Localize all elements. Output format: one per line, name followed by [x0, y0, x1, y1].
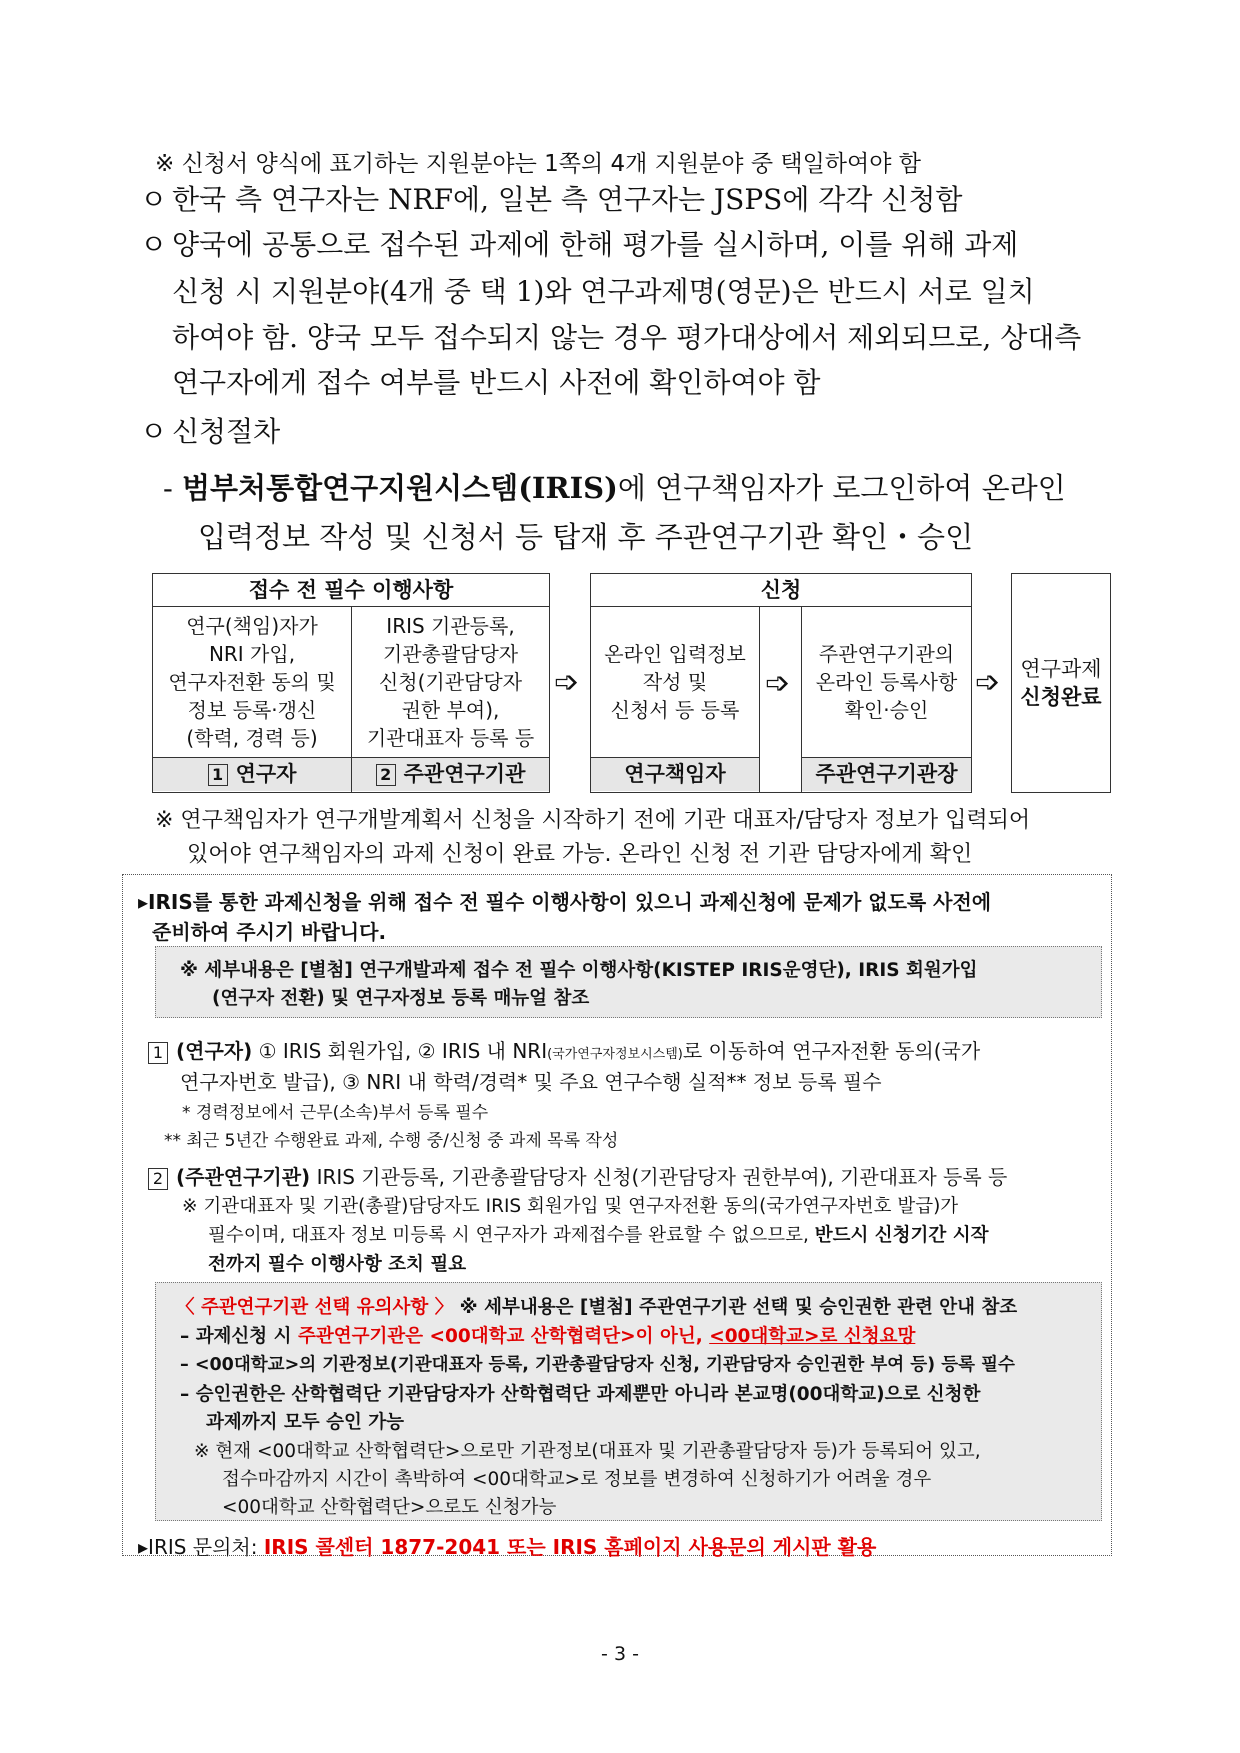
manual-reference-line-2: (연구자 전환) 및 연구자정보 등록 매뉴얼 참조 [212, 988, 590, 1009]
info-head-text: IRIS를 통한 과제신청을 위해 접수 전 필수 이행사항이 있으니 과제신청에 문제가 없도록 사전에 [148, 890, 992, 914]
manual-reference-line-1: ※ 세부내용은 [별첨] 연구개발과제 접수 전 필수 이행사항(KISTEP IRIS운영단), IRIS 회원가입 [180, 960, 978, 981]
triangle-bullet-icon: ▸ [138, 890, 149, 914]
flow-apply-footer-pi: 연구책임자 [591, 757, 759, 791]
flow-prerequisite-institution-cell: IRIS 기관등록, 기관총괄담당자 신청(기관담당자 권한 부여), 기관대표자 등록 등 [366, 614, 535, 750]
footer-label: 연구자 [235, 762, 297, 786]
flow-prerequisite-box [152, 573, 550, 793]
procedure-line-1 [163, 466, 1066, 507]
institution-selection-note-3: <00대학교 산학협력단>으로도 신청가능 [222, 1497, 557, 1518]
flow-prerequisite-researcher-cell: 연구(책임)자가 NRI 가입, 연구자전환 동의 및 정보 등록·갱신 (학력, 경력 등) [168, 614, 336, 750]
selection-red-text: 주관연구기관은 <00대학교 산학협력단>이 아닌, [297, 1326, 703, 1347]
selection-red-underline-text: <00대학교>로 신청요망 [709, 1326, 916, 1347]
bullet-mark: ㅇ [140, 415, 168, 448]
institution-selection-line-2: – <00대학교>의 기관정보(기관대표자 등록, 기관총괄담당자 신청, 기관담당자 승인권한 부여 등) 등록 필수 [180, 1355, 1015, 1375]
institution-selection-title [176, 1293, 1017, 1319]
flow-complete-box [1011, 573, 1111, 793]
item-text: 로 이동하여 연구자전환 동의(국가 [682, 1039, 981, 1063]
item-researcher-footnote-2: ** 최근 5년간 수행완료 과제, 수행 중/신청 중 과제 목록 작성 [164, 1131, 619, 1151]
flow-apply-footer-institution-head: 주관연구기관장 [802, 757, 971, 791]
item-researcher-footnote-1: * 경력정보에서 근무(소속)부서 등록 필수 [182, 1103, 489, 1123]
number-box: 2 [376, 764, 396, 786]
item-institution-line-1 [148, 1161, 1007, 1190]
bullet-mark: ㅇ [140, 228, 168, 261]
selection-title-rest: ※ 세부내용은 [별첨] 주관연구기관 선택 및 승인권한 관련 안내 참조 [459, 1297, 1018, 1318]
institution-selection-line-3: – 승인권한은 산학협력단 기관담당자가 산학협력단 과제뿐만 아니라 본교명(00대학교)으로 신청한 [180, 1384, 981, 1405]
note-bold-text: 반드시 신청기간 시작 [814, 1225, 989, 1246]
arrow-right-icon: ➩ [554, 665, 580, 700]
flow-complete-line-2: 신청완료 [1020, 685, 1102, 709]
arrow-right-icon: ➩ [765, 666, 791, 701]
contact-value: IRIS 콜센터 1877-2041 또는 IRIS 홈페이지 사용문의 게시판 활용 [263, 1535, 877, 1559]
bullet-2-line-3: 하여야 함. 양국 모두 접수되지 않는 경우 평가대상에서 제외되므로, 상대측 [172, 321, 1082, 354]
footer-label: 주관연구기관 [403, 762, 526, 786]
item-researcher-label: (연구자) [176, 1039, 253, 1063]
submission-note-line-2: 있어야 연구책임자의 과제 신청이 완료 가능. 온라인 신청 전 기관 담당자에게 확인 [187, 842, 973, 867]
flow-apply-box [590, 573, 972, 793]
divider [759, 607, 760, 792]
info-head-line-2: 준비하여 주시기 바랍니다. [152, 920, 387, 944]
page-number: - 3 - [601, 1643, 639, 1665]
contact-label: IRIS 문의처: [148, 1535, 258, 1559]
item-small-text: (국가연구자정보시스템) [547, 1047, 683, 1062]
institution-selection-note-2: 접수마감까지 시간이 촉박하여 <00대학교>로 정보를 변경하여 신청하기가 어려울 경우 [222, 1469, 932, 1490]
arrow-right-icon: ➩ [975, 665, 1001, 700]
bullet-2-line-4: 연구자에게 접수 여부를 반드시 사전에 확인하여야 함 [172, 366, 821, 399]
submission-note-line-1: ※ 연구책임자가 연구개발계획서 신청을 시작하기 전에 기관 대표자/담당자 정보가 입력되어 [155, 808, 1031, 833]
procedure-system-name: 범부처통합연구지원시스템(IRIS) [182, 471, 618, 505]
flow-apply-header: 신청 [591, 574, 971, 607]
item-text: ① IRIS 회원가입, ② IRIS 내 NRI [258, 1039, 548, 1063]
item-researcher-line-2: 연구자번호 발급), ③ NRI 내 학력/경력* 및 주요 연구수행 실적** 정보 등록 필수 [180, 1070, 882, 1094]
info-head-line-1 [138, 886, 991, 915]
flow-complete-line-1: 연구과제 [1020, 657, 1102, 681]
item-institution-label: (주관연구기관) [176, 1165, 311, 1189]
item-institution-note-line-1: ※ 기관대표자 및 기관(총괄)담당자도 IRIS 회원가입 및 연구자전환 동의(국가연구자번호 발급)가 [182, 1196, 959, 1217]
procedure-line-2: 입력정보 작성 및 신청서 등 탑재 후 주관연구기관 확인・승인 [198, 520, 974, 554]
flow-apply-online-cell: 온라인 입력정보 작성 및 신청서 등 등록 [604, 642, 746, 722]
item-text: IRIS 기관등록, 기관총괄담당자 신청(기관담당자 권한부여), 기관대표자 등록 등 [316, 1165, 1008, 1189]
procedure-line-1-rest: 에 연구책임자가 로그인하여 온라인 [617, 471, 1066, 505]
bullet-3-text: 신청절차 [172, 415, 281, 448]
flow-prerequisite-footer-institution [352, 757, 549, 791]
item-researcher-line-1 [148, 1035, 980, 1064]
institution-selection-line-1 [180, 1322, 915, 1348]
iris-contact [138, 1531, 876, 1560]
flow-prerequisite-header: 접수 전 필수 이행사항 [153, 574, 549, 607]
intro-note: ※ 신청서 양식에 표기하는 지원분야는 1쪽의 4개 지원분야 중 택일하여야 함 [155, 151, 921, 177]
triangle-bullet-icon: ▸ [138, 1535, 149, 1559]
bullet-2-line-2: 신청 시 지원분야(4개 중 택 1)와 연구과제명(영문)은 반드시 서로 일치 [172, 275, 1035, 308]
number-box: 2 [148, 1168, 168, 1190]
flow-apply-approval-cell: 주관연구기관의 온라인 등록사항 확인·승인 [815, 642, 958, 722]
selection-title-red: 〈 주관연구기관 선택 유의사항 〉 [176, 1297, 454, 1318]
bullet-3 [140, 412, 280, 452]
flow-prerequisite-footer-researcher [153, 757, 351, 791]
item-institution-note-line-2 [208, 1221, 988, 1247]
institution-selection-note-1: ※ 현재 <00대학교 산학협력단>으로만 기관정보(대표자 및 기관총괄담당자 등)가 등록되어 있고, [194, 1441, 981, 1462]
procedure-dash: - [163, 471, 173, 505]
bullet-mark: ㅇ [140, 183, 168, 216]
number-box: 1 [148, 1042, 168, 1064]
flow-complete-cell [1012, 574, 1110, 792]
number-box: 1 [208, 764, 228, 786]
bullet-2-line-1: 양국에 공통으로 접수된 과제에 한해 평가를 실시하며, 이를 위해 과제 [172, 228, 1019, 261]
selection-text: – 과제신청 시 [180, 1326, 292, 1347]
note-text: 필수이며, 대표자 정보 미등록 시 연구자가 과제접수를 완료할 수 없으므로, [208, 1225, 809, 1246]
institution-selection-line-4: 과제까지 모두 승인 가능 [206, 1412, 405, 1433]
bullet-1-text: 한국 측 연구자는 NRF에, 일본 측 연구자는 JSPS에 각각 신청함 [172, 183, 963, 216]
item-institution-note-line-3: 전까지 필수 이행사항 조치 필요 [208, 1254, 467, 1275]
bullet-2 [140, 225, 1018, 265]
bullet-1 [140, 180, 962, 220]
